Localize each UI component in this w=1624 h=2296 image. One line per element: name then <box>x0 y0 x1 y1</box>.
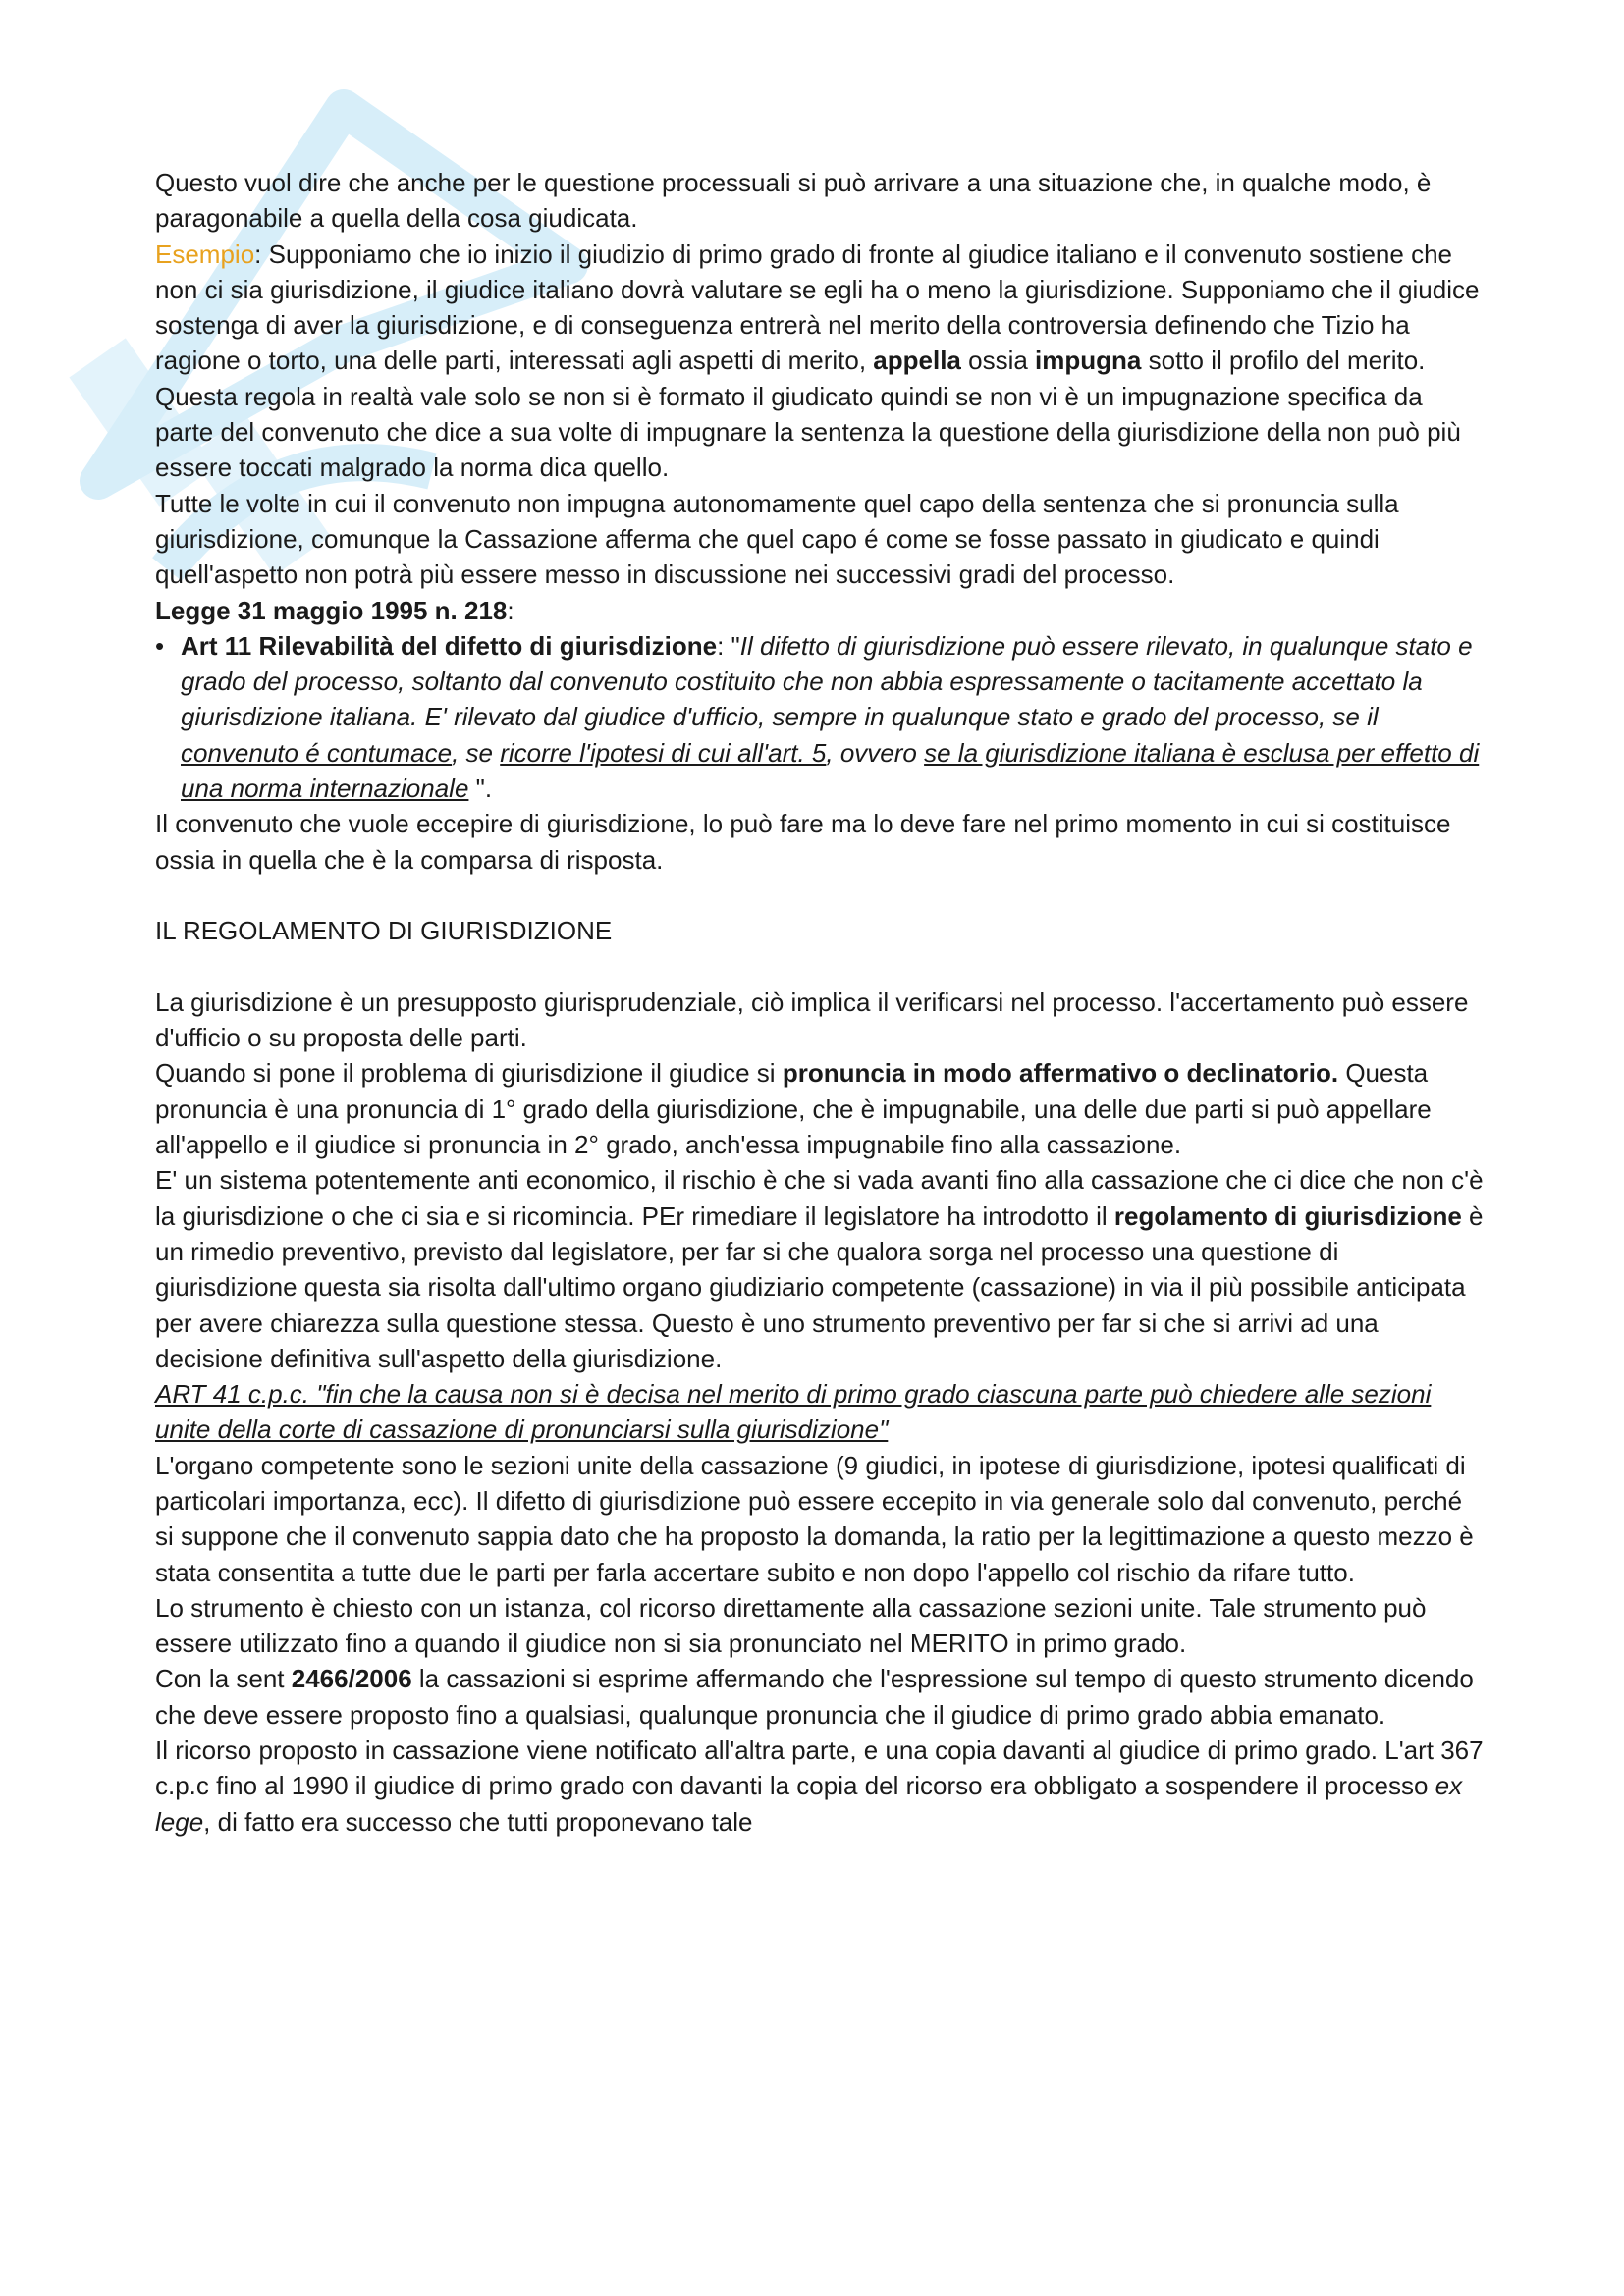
article-list <box>155 628 1486 806</box>
article-11-item: • Art 11 Rilevabilità del difetto di giurisdizione: "Il difetto di giurisdizione può essere rilevato, in qualunque stato e grado del processo, soltanto dal convenuto costituito che non abbia espressamente o tacitamente accettato la giurisdizione italiana. E' rilevato dal giudice d'ufficio, sempre in qualunque stato e grado del processo, se il convenuto é contumace, se ricorre l'ipotesi di cui all'art. 5, ovvero se la giurisdizione italiana è esclusa per effetto di una norma internazionale ". <box>155 628 1486 806</box>
paragraph-example: Esempio: Supponiamo che io inizio il giudizio di primo grado di fronte al giudice italiano e il convenuto sostiene che non ci sia giurisdizione, il giudice italiano dovrà valutare se egli ha o meno la giurisdizione. Supponiamo che il giudice sostenga di aver la giurisdizione, e di conseguenza entrerà nel merito della controversia definendo che Tizio ha ragione o torto, una delle parti, interessati agli aspetti di merito, appella ossia impugna sotto il profilo del merito. Questa regola in realtà vale solo se non si è formato il giudicato quindi se non vi è un impugnazione specifica da parte del convenuto che dice a sua volte di impugnare la sentenza la questione della giurisdizione della non può più essere toccati malgrado la norma dica quello. <box>155 239 1480 483</box>
paragraph-regolamento: E' un sistema potentemente anti economico, il rischio è che si vada avanti fino alla cassazione che ci dice che non c'è la giurisdizione o che ci sia e si ricomincia. PEr rimediare il legislatore ha introdotto il regolamento di giurisdizione è un rimedio preventivo, previsto dal legislatore, per far si che qualora sorga nel processo una questione di giurisdizione questa sia risolta dall'ultimo organo giudiziario competente (cassazione) in via il più possibile anticipata per avere chiarezza sulla questione stessa. Questo è uno strumento preventivo per far si che si arrivi ad una decisione definitiva sull'aspetto della giurisdizione. <box>155 1165 1484 1373</box>
document-page <box>155 165 1486 1840</box>
law-reference: Legge 31 maggio 1995 n. 218: <box>155 595 514 625</box>
paragraph-organo: L'organo competente sono le sezioni unite della cassazione (9 giudici, in ipotese di giurisdizione, ipotesi qualificati di particolari importanza, ecc). Il difetto di giurisdizione può essere eccepito in via generale solo dal convenuto, perché si suppone che il convenuto sappia dato che ha proposto la domanda, la ratio per la legittimazione a questo mezzo è stata consentita a tutte due le parti per farla accertare subito e non dopo l'appello col rischio da rifare tutto. <box>155 1450 1474 1587</box>
paragraph-presupposto: La giurisdizione è un presupposto giurisprudenziale, ciò implica il verificarsi nel processo. l'accertamento può essere d'ufficio o su proposta delle parti. <box>155 987 1469 1053</box>
article-11-title: Art 11 Rilevabilità del difetto di giurisdizione <box>181 630 718 661</box>
paragraph-ricorso: Il ricorso proposto in cassazione viene notificato all'altra parte, e una copia davanti al giudice di primo grado. L'art 367 c.p.c fino al 1990 il giudice di primo grado con davanti la copia del ricorso era obbligato a sospendere il processo ex lege, di fatto era successo che tutti proponevano tale <box>155 1735 1484 1837</box>
paragraph-pronuncia: Quando si pone il problema di giurisdizione il giudice si pronuncia in modo affermativo o declinatorio. Questa pronuncia è una pronuncia di 1° grado della giurisdizione, che è impugnabile, una delle due parti si può appellare all'appello e il giudice si pronuncia in 2° grado, anch'essa impugnabile fino alla cassazione. <box>155 1058 1432 1160</box>
paragraph-intro: Questo vuol dire che anche per le questione processuali si può arrivare a una situazione che, in qualche modo, è paragonabile a quella della cosa giudicata. <box>155 168 1432 234</box>
bold-impugna: impugna <box>1035 346 1142 376</box>
paragraph-cassazione: Tutte le volte in cui il convenuto non impugna autonomamente quel capo della sentenza che si pronuncia sulla giurisdizione, comunque la Cassazione afferma che quel capo é come se fosse passato in giudicato e quindi quell'aspetto non potrà più essere messo in discussione nei successivi gradi del processo. <box>155 488 1399 590</box>
article-41-quote: ART 41 c.p.c. "fin che la causa non si è decisa nel merito di primo grado ciascuna parte può chiedere alle sezioni unite della corte di cassazione di pronunciarsi sulla giurisdizione" <box>155 1379 1432 1445</box>
bold-appella: appella <box>873 346 961 376</box>
paragraph-sentenza: Con la sent 2466/2006 la cassazioni si esprime affermando che l'espressione sul tempo di questo strumento dicendo che deve essere proposto fino a qualsiasi, qualunque pronuncia che il giudice di primo grado abbia emanato. <box>155 1664 1474 1730</box>
paragraph-strumento: Lo strumento è chiesto con un istanza, col ricorso direttamente alla cassazione sezioni unite. Tale strumento può essere utilizzato fino a quando il giudice non si sia pronunciato nel MERITO in primo grado. <box>155 1592 1427 1659</box>
paragraph-eccezione: Il convenuto che vuole eccepire di giurisdizione, lo può fare ma lo deve fare nel primo momento in cui si costituisce ossia in quella che è la comparsa di risposta. <box>155 809 1451 875</box>
section-heading: IL REGOLAMENTO DI GIURISDIZIONE <box>155 916 613 946</box>
example-label: Esempio <box>155 239 255 269</box>
